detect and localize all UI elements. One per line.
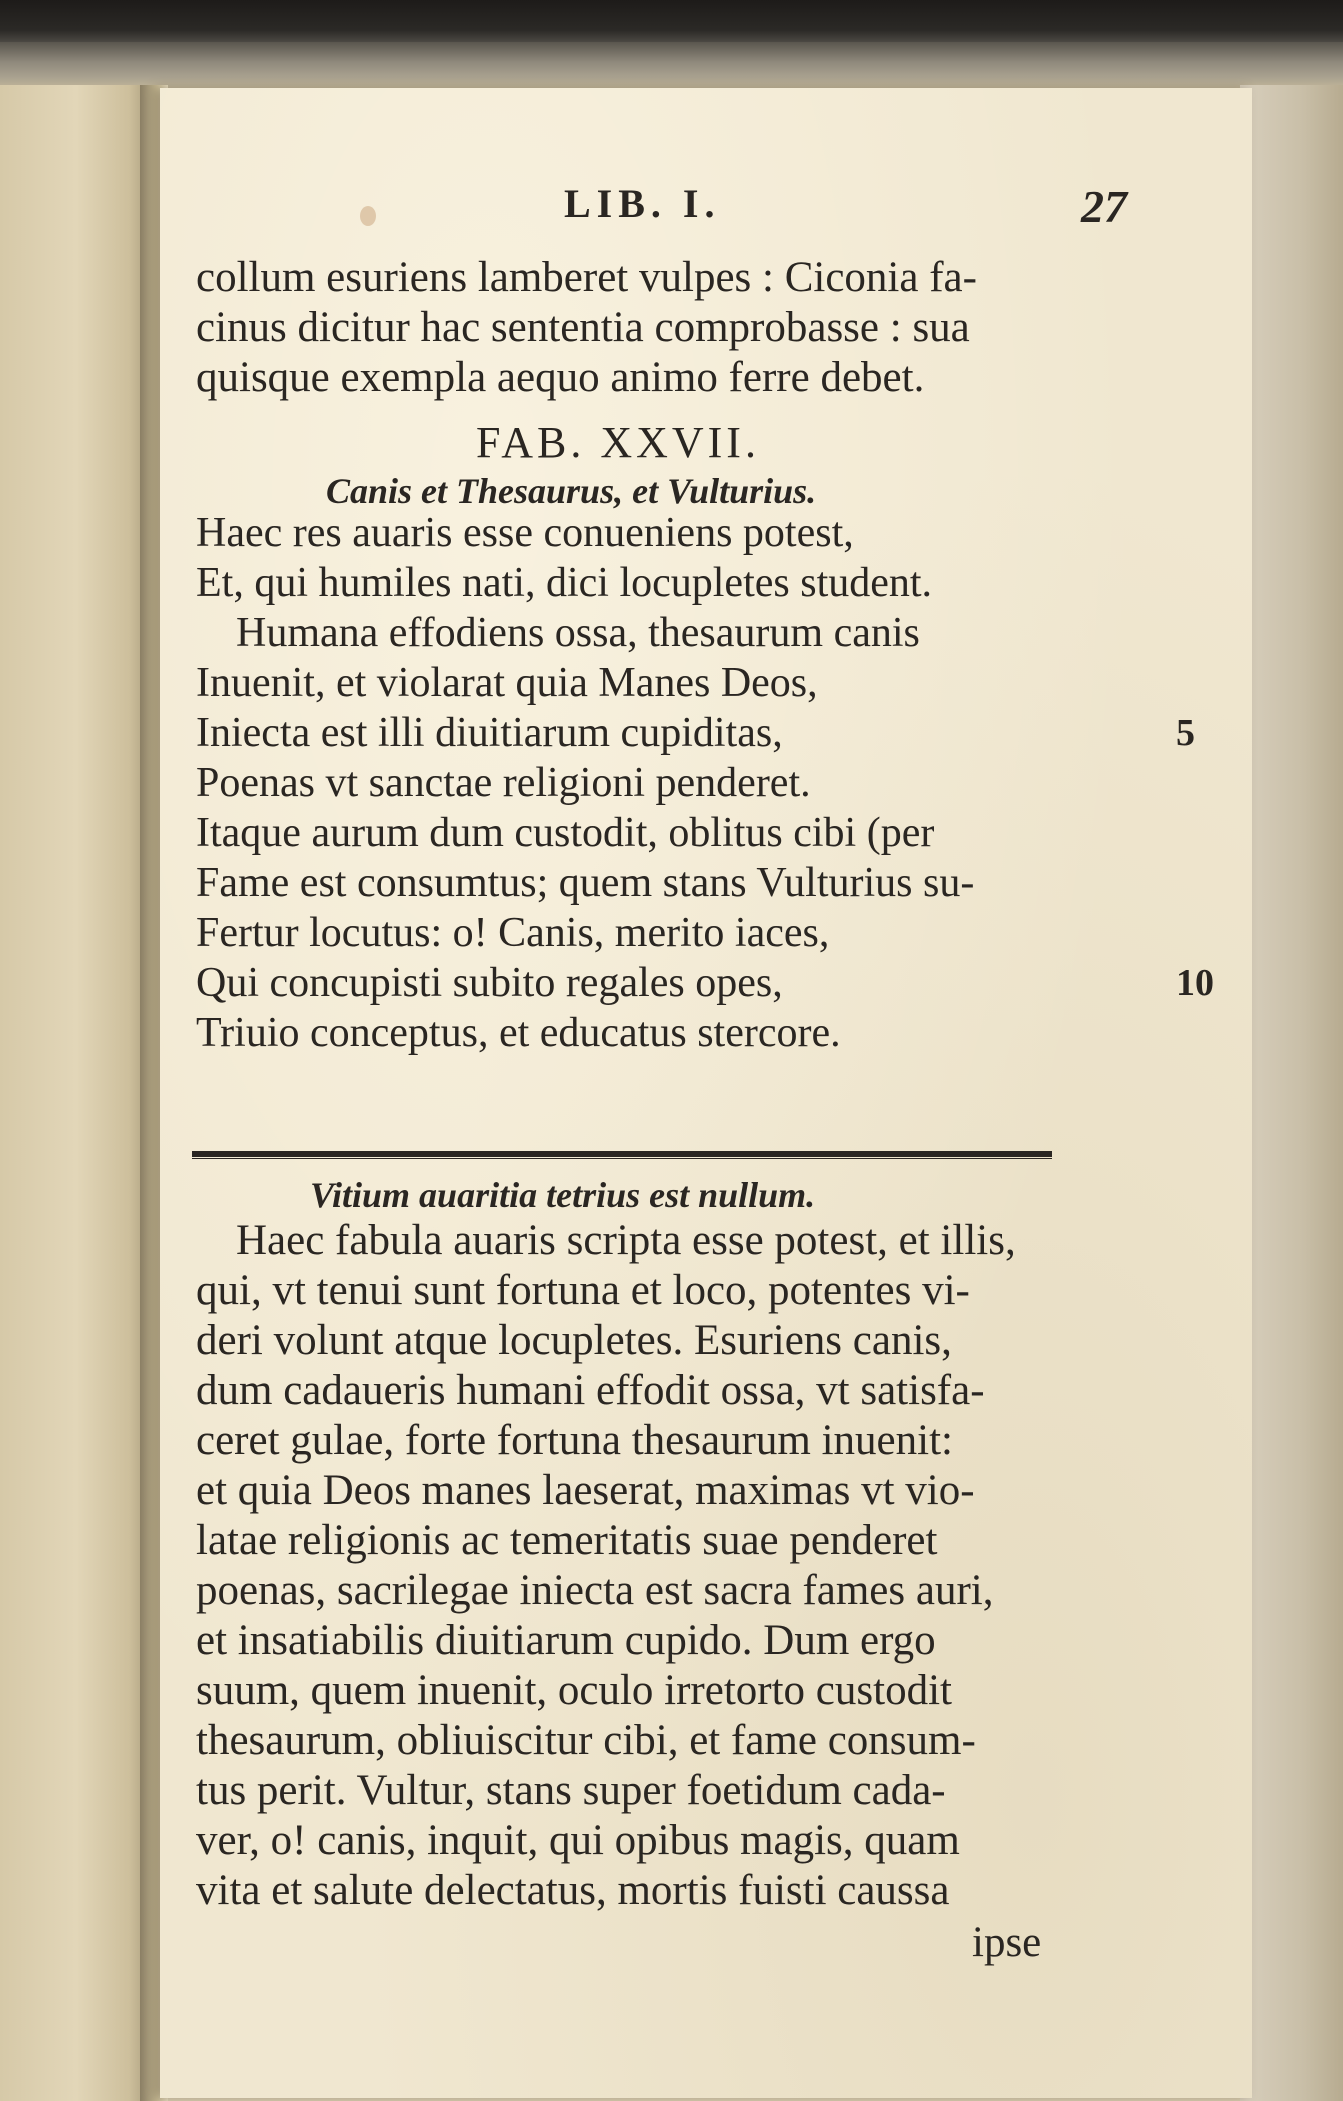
verse-line (196, 858, 1216, 908)
verse-line (196, 758, 1216, 808)
verse-text: Iniecta est illi diuitiarum cupiditas, (196, 710, 783, 756)
verse-line (196, 708, 1216, 758)
commentary-line: qui, vt tenui sunt fortuna et loco, potentes vi- (196, 1267, 970, 1314)
verse-line (196, 958, 1216, 1008)
commentary-line: et insatiabilis diuitiarum cupido. Dum ergo (196, 1617, 936, 1664)
book-binding-edge (0, 42, 1343, 92)
fable-number-heading: FAB. XXVII. (476, 418, 760, 467)
commentary-line: vita et salute delectatus, mortis fuisti caussa (196, 1867, 950, 1914)
facing-page-edge (0, 85, 152, 2101)
verse-line-number: 5 (1176, 712, 1195, 754)
catchword: ipse (972, 1919, 1042, 1966)
verse-line (196, 558, 1216, 608)
commentary-line: dum cadaueris humani effodit ossa, vt satisfa- (196, 1367, 985, 1414)
verse-text: Fertur locutus: o! Canis, merito iaces, (196, 910, 830, 956)
intro-line: quisque exempla aequo animo ferre debet. (196, 354, 925, 401)
verse-block (196, 508, 1216, 1058)
commentary-line: deri volunt atque locupletes. Esuriens canis, (196, 1317, 952, 1364)
section-divider-rule (192, 1151, 1052, 1157)
intro-line: collum esuriens lamberet vulpes : Ciconia fa- (196, 254, 977, 301)
commentary-line: Haec fabula auaris scripta esse potest, et illis, (236, 1217, 1016, 1264)
book-page (160, 88, 1252, 2098)
intro-line: cinus dicitur hac sententia comprobasse : sua (196, 304, 970, 351)
commentary-line: ver, o! canis, inquit, qui opibus magis, quam (196, 1817, 960, 1864)
commentary-line: ceret gulae, forte fortuna thesaurum inuenit: (196, 1417, 953, 1464)
verse-line (196, 808, 1216, 858)
commentary-line: latae religionis ac temeritatis suae penderet (196, 1517, 938, 1564)
running-head-title: LIB. I. (564, 181, 721, 226)
fable-title: Canis et Thesaurus, et Vulturius. (326, 471, 817, 511)
next-leaf-edge (1240, 85, 1343, 2101)
verse-line (196, 1008, 1216, 1058)
verse-text: Haec res auaris esse conueniens potest, (196, 510, 854, 556)
commentary-line: poenas, sacrilegae iniecta est sacra fames auri, (196, 1567, 994, 1614)
intro-paragraph (196, 253, 1216, 403)
verse-text: Humana effodiens ossa, thesaurum canis (236, 610, 920, 656)
verse-text: Qui concupisti subito regales opes, (196, 960, 783, 1006)
moral-heading: Vitium auaritia tetrius est nullum. (310, 1175, 816, 1215)
verse-text: Triuio conceptus, et educatus stercore. (196, 1010, 841, 1056)
verse-line (196, 508, 1216, 558)
commentary-line: tus perit. Vultur, stans super foetidum cada- (196, 1767, 946, 1814)
verse-text: Inuenit, et violarat quia Manes Deos, (196, 660, 818, 706)
verse-text: Et, qui humiles nati, dici locupletes student. (196, 560, 933, 606)
commentary-line: et quia Deos manes laeserat, maximas vt vio- (196, 1467, 975, 1514)
running-head (196, 180, 1216, 240)
verse-line (196, 908, 1216, 958)
verse-line-number: 10 (1176, 962, 1214, 1004)
commentary-paragraph (196, 1216, 1216, 1916)
verse-line (196, 658, 1216, 708)
page-number: 27 (1081, 181, 1127, 232)
commentary-line: suum, quem inuenit, oculo irretorto custodit (196, 1667, 952, 1714)
verse-line (196, 608, 1216, 658)
verse-text: Poenas vt sanctae religioni penderet. (196, 760, 811, 806)
verse-text: Itaque aurum dum custodit, oblitus cibi (per (196, 810, 935, 856)
commentary-line: thesaurum, obliuiscitur cibi, et fame consum- (196, 1717, 976, 1764)
verse-text: Fame est consumtus; quem stans Vulturius su- (196, 860, 975, 906)
